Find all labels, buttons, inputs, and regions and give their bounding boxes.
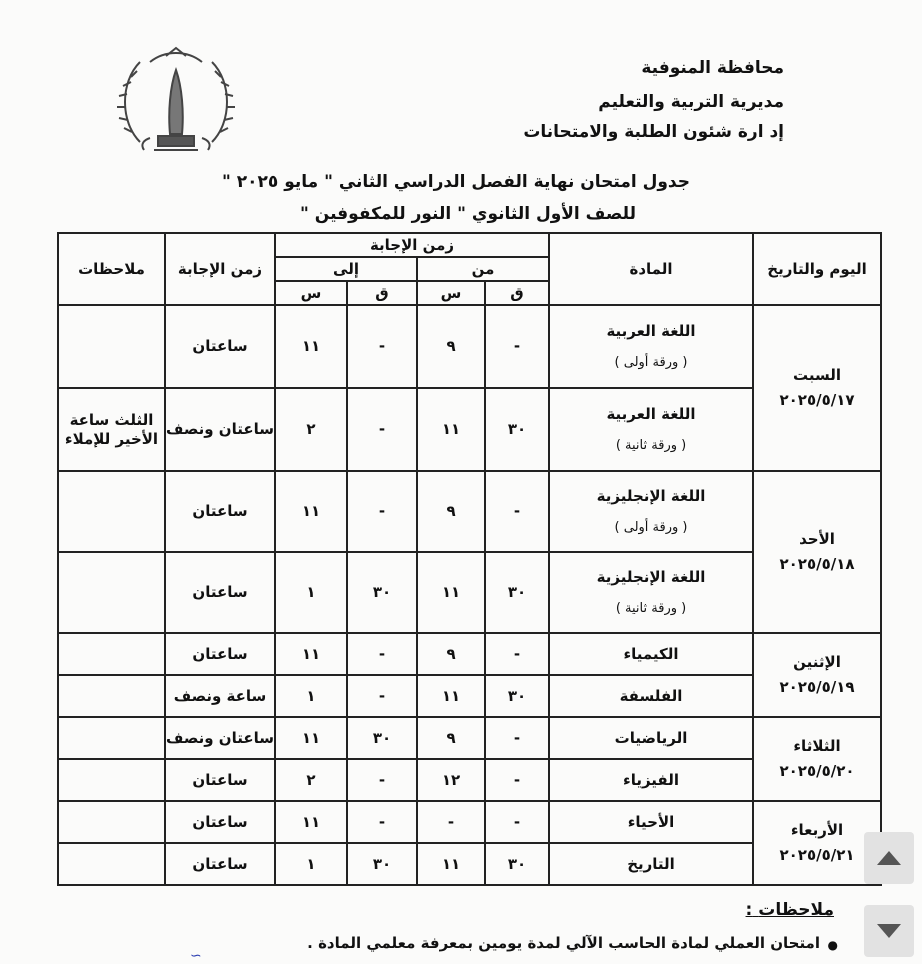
duration: ساعتان bbox=[165, 471, 275, 552]
subject-name: اللغة الإنجليزية bbox=[596, 487, 706, 505]
day-name: الأحد bbox=[799, 530, 835, 549]
notes-title: ملاحظات bbox=[758, 900, 834, 920]
to-minutes: - bbox=[347, 675, 417, 717]
table-row bbox=[58, 717, 881, 759]
header-from-minutes: ق bbox=[485, 281, 549, 305]
subject-paper: ( ورقة أولى ) bbox=[614, 354, 688, 370]
note bbox=[58, 675, 165, 717]
to-hours: ١ bbox=[275, 675, 347, 717]
day-date: ٢٠٢٥/٥/١٩ bbox=[779, 678, 855, 696]
from-minutes: - bbox=[485, 633, 549, 675]
day-cell-saturday bbox=[753, 305, 881, 471]
duration: ساعتان bbox=[165, 633, 275, 675]
duration: ساعتان bbox=[165, 801, 275, 843]
header-to-minutes: ق bbox=[347, 281, 417, 305]
notes-heading bbox=[746, 900, 834, 920]
from-hours: ١١ bbox=[417, 843, 485, 885]
to-minutes: - bbox=[347, 759, 417, 801]
day-name: الإثنين bbox=[793, 653, 841, 672]
from-minutes: ٣٠ bbox=[485, 675, 549, 717]
to-minutes: ٣٠ bbox=[347, 552, 417, 633]
note bbox=[58, 801, 165, 843]
header-day-date: اليوم والتاريخ bbox=[753, 233, 881, 305]
to-hours: ٢ bbox=[275, 388, 347, 471]
from-hours: ١١ bbox=[417, 675, 485, 717]
duration: ساعة ونصف bbox=[165, 675, 275, 717]
duration: ساعتان ونصف bbox=[165, 717, 275, 759]
day-name: السبت bbox=[792, 366, 842, 385]
duration: ساعتان bbox=[165, 552, 275, 633]
subject-paper: ( ورقة أولى ) bbox=[614, 519, 688, 535]
header-notes: ملاحظات bbox=[58, 233, 165, 305]
subject-name: الرياضيات bbox=[549, 717, 753, 759]
note bbox=[58, 843, 165, 885]
to-minutes: ٣٠ bbox=[347, 843, 417, 885]
note bbox=[58, 759, 165, 801]
subject-name: الأحياء bbox=[549, 801, 753, 843]
header-to-hours: س bbox=[275, 281, 347, 305]
table-row bbox=[58, 801, 881, 843]
subject-paper: ( ورقة ثانية ) bbox=[615, 437, 687, 453]
day-cell-wednesday bbox=[753, 801, 881, 885]
table-row bbox=[58, 305, 881, 388]
header-from-hours: س bbox=[417, 281, 485, 305]
header-line-governorate: محافظة المنوفية bbox=[641, 58, 784, 78]
from-minutes: ٣٠ bbox=[485, 388, 549, 471]
to-hours: ١١ bbox=[275, 633, 347, 675]
note bbox=[58, 552, 165, 633]
triangle-up-icon bbox=[876, 850, 902, 866]
to-hours: ١ bbox=[275, 843, 347, 885]
note bbox=[58, 717, 165, 759]
to-minutes: - bbox=[347, 801, 417, 843]
from-minutes: - bbox=[485, 471, 549, 552]
duration: ساعتان bbox=[165, 305, 275, 388]
scroll-down-button[interactable] bbox=[864, 905, 914, 957]
header-answer-time: زمن الإجابة bbox=[165, 233, 275, 305]
subject-name: اللغة العربية bbox=[606, 322, 696, 340]
subject-name: الفيزياء bbox=[549, 759, 753, 801]
to-hours: ١١ bbox=[275, 801, 347, 843]
triangle-down-icon bbox=[876, 923, 902, 939]
from-minutes: ٣٠ bbox=[485, 843, 549, 885]
subject-cell bbox=[549, 471, 753, 552]
day-date: ٢٠٢٥/٥/١٧ bbox=[779, 391, 855, 409]
scroll-up-button[interactable] bbox=[864, 832, 914, 884]
day-date: ٢٠٢٥/٥/٢٠ bbox=[779, 762, 855, 780]
from-minutes: - bbox=[485, 717, 549, 759]
day-date: ٢٠٢٥/٥/٢١ bbox=[779, 846, 855, 864]
subject-name: التاريخ bbox=[549, 843, 753, 885]
exam-schedule-title: جدول امتحان نهاية الفصل الدراسي الثاني " مايو ٢٠٢٥ " bbox=[221, 172, 690, 192]
table-row bbox=[58, 471, 881, 552]
to-minutes: - bbox=[347, 305, 417, 388]
duration: ساعتان bbox=[165, 843, 275, 885]
notes-colon: : bbox=[745, 900, 753, 920]
subject-cell bbox=[549, 388, 753, 471]
to-hours: ١ bbox=[275, 552, 347, 633]
from-minutes: - bbox=[485, 801, 549, 843]
pen-mark-icon: ∽ bbox=[190, 948, 202, 964]
note-item: امتحان العملي لمادة الحاسب الآلي لمدة يومين بمعرفة معلمي المادة . bbox=[307, 934, 820, 952]
subject-cell bbox=[549, 552, 753, 633]
note bbox=[58, 633, 165, 675]
subject-name: الكيمياء bbox=[549, 633, 753, 675]
from-minutes: - bbox=[485, 305, 549, 388]
to-hours: ١١ bbox=[275, 471, 347, 552]
subject-name: الفلسفة bbox=[549, 675, 753, 717]
from-hours: ٩ bbox=[417, 717, 485, 759]
day-name: الثلاثاء bbox=[793, 737, 841, 756]
subject-name: اللغة العربية bbox=[606, 405, 696, 423]
from-hours: ٩ bbox=[417, 633, 485, 675]
to-minutes: - bbox=[347, 388, 417, 471]
to-hours: ١١ bbox=[275, 717, 347, 759]
exam-schedule-table bbox=[57, 232, 882, 886]
table-row bbox=[58, 633, 881, 675]
day-name: الأربعاء bbox=[790, 821, 844, 840]
note bbox=[58, 305, 165, 388]
from-hours: ١١ bbox=[417, 388, 485, 471]
day-date: ٢٠٢٥/٥/١٨ bbox=[779, 555, 855, 573]
header-line-department: إد ارة شئون الطلبة والامتحانات bbox=[523, 122, 784, 142]
header-answer-time-group: زمن الإجابة bbox=[275, 233, 549, 257]
subject-paper: ( ورقة ثانية ) bbox=[615, 600, 687, 616]
from-hours: ٩ bbox=[417, 305, 485, 388]
day-cell-sunday bbox=[753, 471, 881, 633]
from-hours: ٩ bbox=[417, 471, 485, 552]
from-minutes: ٣٠ bbox=[485, 552, 549, 633]
day-cell-monday bbox=[753, 633, 881, 717]
note: الثلث ساعة الأخير للإملاء bbox=[58, 388, 165, 471]
note bbox=[58, 471, 165, 552]
from-hours: ١٢ bbox=[417, 759, 485, 801]
header-to: إلى bbox=[275, 257, 417, 281]
from-hours: ١١ bbox=[417, 552, 485, 633]
to-minutes: - bbox=[347, 471, 417, 552]
header-subject: المادة bbox=[549, 233, 753, 305]
to-minutes: - bbox=[347, 633, 417, 675]
from-hours: - bbox=[417, 801, 485, 843]
subject-cell bbox=[549, 305, 753, 388]
header-line-directorate: مديرية التربية والتعليم bbox=[598, 92, 784, 112]
governorate-emblem-icon bbox=[110, 42, 242, 160]
to-hours: ١١ bbox=[275, 305, 347, 388]
from-minutes: - bbox=[485, 759, 549, 801]
to-minutes: ٣٠ bbox=[347, 717, 417, 759]
day-cell-tuesday bbox=[753, 717, 881, 801]
duration: ساعتان bbox=[165, 759, 275, 801]
subject-name: اللغة الإنجليزية bbox=[596, 568, 706, 586]
exam-schedule-subtitle: للصف الأول الثانوي " النور للمكفوفين " bbox=[300, 204, 636, 224]
bullet-icon: ● bbox=[827, 938, 838, 952]
to-hours: ٢ bbox=[275, 759, 347, 801]
header-from: من bbox=[417, 257, 549, 281]
duration: ساعتان ونصف bbox=[165, 388, 275, 471]
